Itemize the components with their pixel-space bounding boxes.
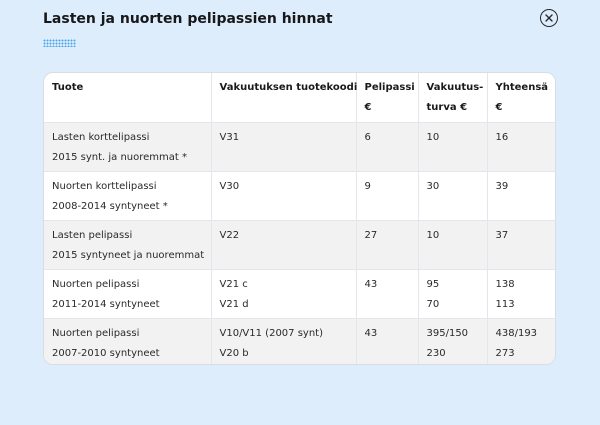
cell-vakuutusturva [418, 318, 487, 365]
cell-line: 95 [426, 278, 440, 290]
table-row [44, 122, 555, 171]
header-line: Vakuutuksen tuotekoodi [219, 82, 358, 93]
cell-line: 438/193 [495, 327, 538, 339]
header-line: Vakuutus- [426, 82, 484, 93]
close-button[interactable] [540, 9, 558, 27]
price-table [44, 73, 555, 365]
cell-yhteensa [487, 220, 555, 269]
cell-line: 16 [495, 131, 509, 143]
cell-line: 230 [426, 347, 446, 359]
cell-line: 2007-2010 syntyneet [52, 347, 160, 359]
cell-line: 39 [495, 180, 509, 192]
header-pelipassi [356, 73, 418, 122]
cell-line: Nuorten pelipassi [52, 327, 140, 339]
cell-tuotekoodi [211, 318, 356, 365]
cell-line: 10 [426, 229, 440, 241]
cell-line: 37 [495, 229, 509, 241]
cell-tuote [44, 122, 211, 171]
cell-line: V10/V11 (2007 synt) [219, 327, 323, 339]
table-row [44, 220, 555, 269]
cell-tuote [44, 220, 211, 269]
cell-line: V20 b [219, 347, 249, 359]
cell-line: Nuorten pelipassi [52, 278, 140, 290]
cell-line: V21 c [219, 278, 248, 290]
table-row [44, 269, 555, 318]
cell-vakuutusturva [418, 171, 487, 220]
cell-vakuutusturva [418, 220, 487, 269]
cell-line: Lasten pelipassi [52, 229, 133, 241]
close-icon [545, 14, 553, 22]
cell-yhteensa [487, 122, 555, 171]
table-row [44, 171, 555, 220]
table-row [44, 318, 555, 365]
cell-pelipassi [356, 122, 418, 171]
table-header-row [44, 73, 555, 122]
cell-line: 2015 synt. ja nuoremmat * [52, 151, 188, 163]
header-line: Yhteensä [495, 82, 549, 93]
cell-line: 9 [364, 180, 371, 192]
cell-yhteensa [487, 171, 555, 220]
cell-line: 2008-2014 syntyneet * [52, 200, 168, 212]
header-line: Tuote [52, 82, 84, 93]
cell-pelipassi [356, 171, 418, 220]
header-line: turva € [426, 102, 468, 113]
cell-line: 2015 syntyneet ja nuoremmat [52, 249, 205, 261]
cell-line: 273 [495, 347, 515, 359]
cell-tuote [44, 171, 211, 220]
cell-line: V21 d [219, 298, 249, 310]
cell-pelipassi [356, 318, 418, 365]
cell-line: 2011-2014 syntyneet [52, 298, 160, 310]
cell-line: V22 [219, 229, 240, 241]
cell-line: 10 [426, 131, 440, 143]
header-line: € [364, 102, 372, 113]
cell-vakuutusturva [418, 122, 487, 171]
cell-line: 138 [495, 278, 515, 290]
dotted-decoration [43, 39, 76, 47]
cell-line: 43 [364, 327, 378, 339]
cell-line: 113 [495, 298, 515, 310]
header-vakuutusturva [418, 73, 487, 122]
cell-line: 27 [364, 229, 378, 241]
cell-tuotekoodi [211, 171, 356, 220]
cell-tuote [44, 318, 211, 365]
cell-tuotekoodi [211, 269, 356, 318]
cell-line: Lasten korttelipassi [52, 131, 150, 143]
cell-tuotekoodi [211, 220, 356, 269]
header-tuotekoodi [211, 73, 356, 122]
price-table-card [43, 72, 556, 365]
cell-line: 70 [426, 298, 440, 310]
header-tuote [44, 73, 211, 122]
cell-line: V30 [219, 180, 240, 192]
cell-tuotekoodi [211, 122, 356, 171]
dialog-title: Lasten ja nuorten pelipassien hinnat [43, 11, 333, 27]
cell-yhteensa [487, 318, 555, 365]
cell-line: 6 [364, 131, 371, 143]
cell-line: 43 [364, 278, 378, 290]
cell-line: Nuorten korttelipassi [52, 180, 157, 192]
cell-pelipassi [356, 220, 418, 269]
cell-line: V31 [219, 131, 240, 143]
header-line: Pelipassi [364, 82, 415, 93]
cell-yhteensa [487, 269, 555, 318]
cell-line: 30 [426, 180, 440, 192]
header-line: € [495, 102, 503, 113]
cell-vakuutusturva [418, 269, 487, 318]
cell-line: 395/150 [426, 327, 469, 339]
header-yhteensa [487, 73, 555, 122]
cell-pelipassi [356, 269, 418, 318]
cell-tuote [44, 269, 211, 318]
